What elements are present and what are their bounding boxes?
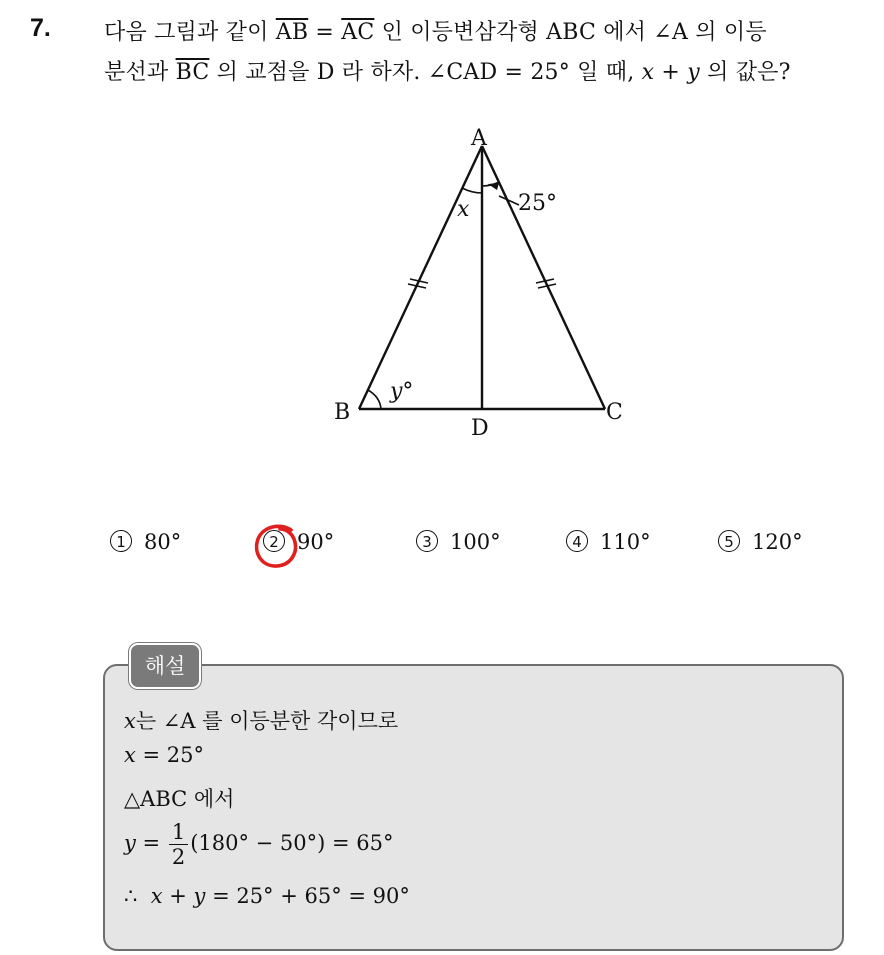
choice-2[interactable]: 2 90° (263, 530, 334, 554)
label-vertex-a: A (471, 126, 487, 151)
side-ab (359, 146, 482, 409)
solution-tab: 해설 (129, 643, 201, 689)
solution-line-3: △ABC 에서 (124, 787, 235, 811)
solution-line-5: ∴ x + y = 25° + 65° = 90° (124, 884, 410, 908)
solution-line-2: x = 25° (124, 743, 205, 767)
solution-line-1: x는 ∠A 를 이등분한 각이므로 (124, 709, 399, 733)
choice-5[interactable]: 5 120° (718, 530, 803, 554)
segment-bc: $\overline{BC}$ (175, 60, 210, 85)
side-ac (482, 146, 605, 409)
arrowhead-icon (488, 183, 499, 190)
angle-arc-y (368, 390, 381, 409)
segment-ab: $\overline{AB}$ (275, 20, 309, 45)
question-number: 7. (30, 14, 51, 42)
question-text-line-2: 분선과 $\overline{BC}$ 의 교점을 D 라 하자. ∠CAD = 25° 일 때, x + y 의 값은? (104, 60, 791, 85)
therefore-symbol: ∴ (124, 884, 138, 908)
angle-arc-x (462, 188, 482, 193)
choice-1[interactable]: 1 80° (110, 530, 181, 554)
label-angle-x: x (457, 197, 470, 222)
label-vertex-c: C (606, 400, 623, 425)
fraction-one-half: $\frac{1}{2}$ (169, 820, 188, 869)
variable-expression: x + y (641, 60, 700, 85)
segment-ac: $\overline{AC}$ (341, 20, 375, 45)
choice-3[interactable]: 3 100° (416, 530, 501, 554)
label-angle-25: 25° (518, 191, 557, 216)
question-text-line-1: 다음 그림과 같이 $\overline{AB} = \overline{AC}$ 인 이등변삼각형 ABC 에서 ∠A 의 이등 (104, 20, 767, 45)
label-point-d: D (471, 416, 489, 441)
answer-circle-mark (253, 522, 303, 572)
choice-4[interactable]: 4 110° (566, 530, 651, 554)
label-angle-y: y° (390, 379, 414, 404)
label-vertex-b: B (334, 400, 351, 425)
solution-line-4: y = $\frac{1}{2}$ (180° − 50°) = 65° (124, 820, 394, 869)
